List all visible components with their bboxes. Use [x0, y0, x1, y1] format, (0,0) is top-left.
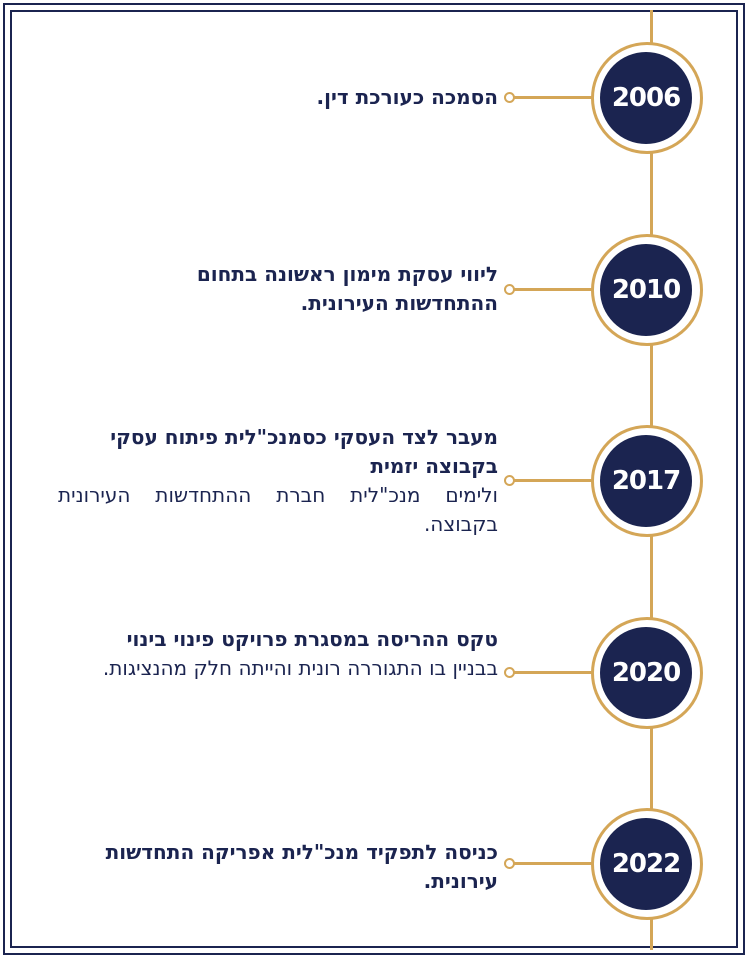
year-badge: 2006	[600, 52, 692, 144]
connector-line	[512, 862, 592, 865]
item-title: ליווי עסקת מימון ראשונה בתחום ההתחדשות העירונית.	[196, 262, 498, 315]
item-body: בבניין בו התגוררה רונית והייתה חלק מהנציגות.	[102, 656, 498, 680]
year-badge: 2022	[600, 818, 692, 910]
year-badge: 2017	[600, 435, 692, 527]
item-title: כניסה לתפקיד מנכ"לית אפריקה התחדשות עירונית.	[105, 840, 498, 893]
year-badge: 2010	[600, 244, 692, 336]
timeline-text	[23, 625, 498, 683]
timeline-text	[118, 83, 498, 112]
connector-line	[512, 288, 592, 291]
item-title: טקס ההריסה במסגרת פרויקט פינוי בינוי	[126, 627, 498, 651]
item-title: הסמכה כעורכת דין.	[316, 85, 498, 109]
connector-dot	[504, 858, 515, 869]
timeline-text	[98, 260, 498, 318]
connector-line	[512, 96, 592, 99]
connector-line	[512, 671, 592, 674]
connector-line	[512, 479, 592, 482]
connector-dot	[504, 475, 515, 486]
connector-dot	[504, 284, 515, 295]
timeline-text	[58, 423, 498, 539]
item-body: ולימים מנכ"לית חברת ההתחדשות העירונית בקבוצה.	[58, 483, 498, 536]
year-badge: 2020	[600, 627, 692, 719]
item-title: מעבר לצד העסקי כסמנכ"לית פיתוח עסקי בקבוצה יזמית	[110, 425, 498, 478]
timeline-text	[98, 838, 498, 896]
connector-dot	[504, 92, 515, 103]
connector-dot	[504, 667, 515, 678]
